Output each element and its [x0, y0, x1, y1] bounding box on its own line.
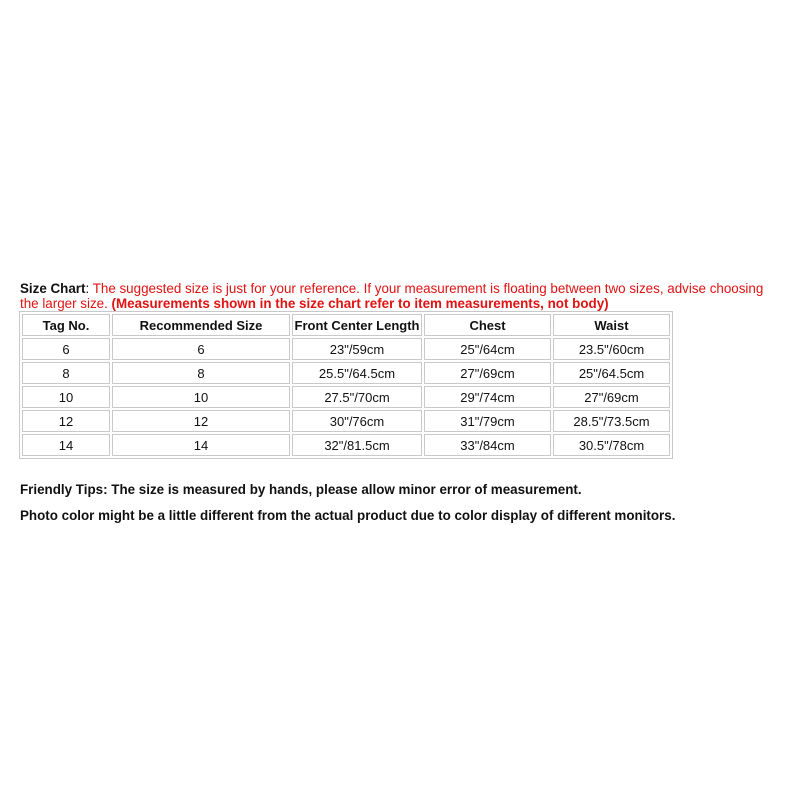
- header-waist: Waist: [553, 314, 670, 336]
- size-chart-label: Size Chart: [20, 281, 86, 296]
- table-row: [22, 386, 670, 408]
- header-tag-no: Tag No.: [22, 314, 110, 336]
- cell-chest: 25"/64cm: [424, 338, 551, 360]
- cell-tag-no: 8: [22, 362, 110, 384]
- cell-recommended-size: 8: [112, 362, 290, 384]
- size-chart-colon: :: [85, 281, 93, 296]
- cell-front-center-length: 30"/76cm: [292, 410, 422, 432]
- cell-chest: 31"/79cm: [424, 410, 551, 432]
- cell-recommended-size: 12: [112, 410, 290, 432]
- cell-tag-no: 6: [22, 338, 110, 360]
- friendly-tips: Friendly Tips: The size is measured by hands, please allow minor error of measurement.: [20, 482, 582, 497]
- cell-waist: 25"/64.5cm: [553, 362, 670, 384]
- size-table: [19, 311, 673, 459]
- cell-front-center-length: 23"/59cm: [292, 338, 422, 360]
- cell-waist: 27"/69cm: [553, 386, 670, 408]
- cell-recommended-size: 10: [112, 386, 290, 408]
- cell-tag-no: 12: [22, 410, 110, 432]
- cell-chest: 29"/74cm: [424, 386, 551, 408]
- size-chart-section: [20, 281, 784, 524]
- cell-front-center-length: 32"/81.5cm: [292, 434, 422, 456]
- size-chart-note: The suggested size is just for your reference. If your measurement is floating between two sizes, advise choosing the larger size.: [20, 281, 764, 311]
- cell-waist: 30.5"/78cm: [553, 434, 670, 456]
- photo-color-note: Photo color might be a little different from the actual product due to color display of different monitors.: [20, 508, 676, 523]
- table-row: [22, 434, 670, 456]
- cell-chest: 27"/69cm: [424, 362, 551, 384]
- table-row: [22, 362, 670, 384]
- cell-tag-no: 14: [22, 434, 110, 456]
- cell-front-center-length: 27.5"/70cm: [292, 386, 422, 408]
- cell-recommended-size: 14: [112, 434, 290, 456]
- header-chest: Chest: [424, 314, 551, 336]
- cell-recommended-size: 6: [112, 338, 290, 360]
- header-recommended-size: Recommended Size: [112, 314, 290, 336]
- header-front-center-length: Front Center Length: [292, 314, 422, 336]
- cell-front-center-length: 25.5"/64.5cm: [292, 362, 422, 384]
- cell-waist: 28.5"/73.5cm: [553, 410, 670, 432]
- table-row: [22, 410, 670, 432]
- cell-chest: 33"/84cm: [424, 434, 551, 456]
- table-header-row: [22, 314, 670, 336]
- cell-waist: 23.5"/60cm: [553, 338, 670, 360]
- table-row: [22, 338, 670, 360]
- size-chart-intro: [20, 281, 784, 311]
- size-chart-note-bold: (Measurements shown in the size chart refer to item measurements, not body): [111, 296, 609, 311]
- cell-tag-no: 10: [22, 386, 110, 408]
